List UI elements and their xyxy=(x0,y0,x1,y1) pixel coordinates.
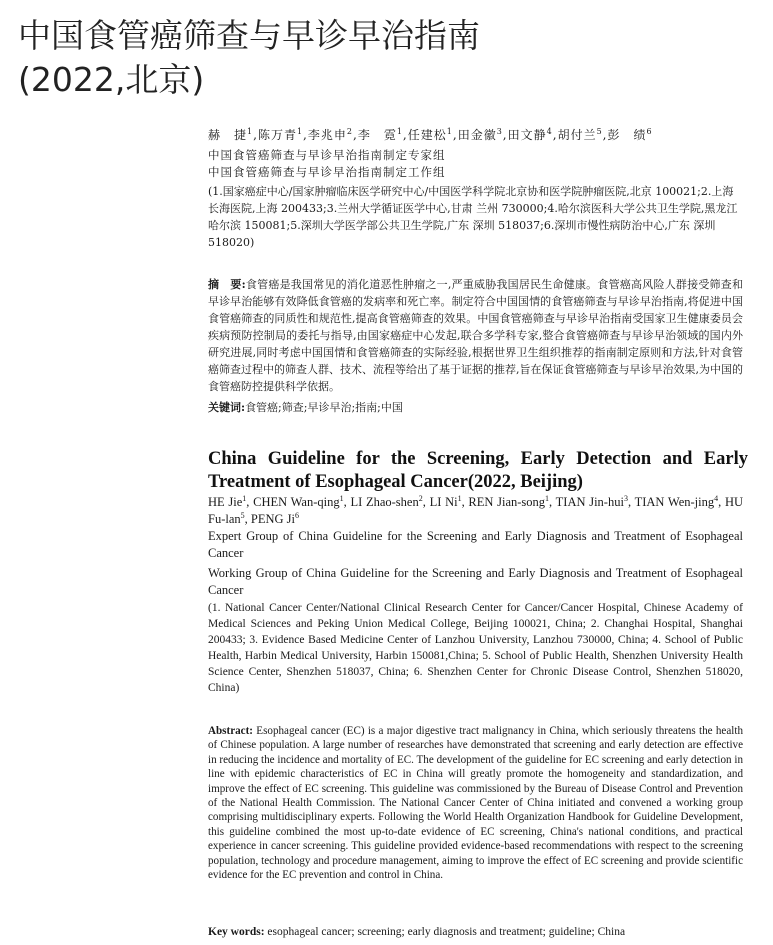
keywords-chinese-text: 食管癌;筛查;早诊早治;指南;中国 xyxy=(245,401,403,414)
keywords-chinese-label: 关键词: xyxy=(208,401,246,414)
abstract-chinese-label: 摘 要: xyxy=(208,278,246,291)
affiliations-english: (1. National Cancer Center/National Clinical Research Center for Cancer/Cancer Hospital, Chinese Academy of Medical Sciences and Peking Union Medical College, Beijing 100021, China; 2. Changhai Hospital, Shanghai 200433; 3. Evidence Based Medicine Center of Lanzhou University, Lanzhou 730000, China; 4. School of Public Health, Harbin Medical University, Harbin 150081,China; 5. School of Public Health, Shenzhen University Health Science Center, Shenzhen 518037, China; 6. Shenzhen Center for Chronic Disease Control, Shenzhen 518020, China) xyxy=(208,602,743,694)
author-en: REN Jian-song$^1$ xyxy=(468,493,550,509)
author-cn: 田金徽$^3$ xyxy=(457,127,503,142)
title-english: China Guideline for the Screening, Early Detection and Early Treatment of Esophageal Cancer(2022, Beijing) xyxy=(208,449,748,492)
author-cn: 田文静$^4$ xyxy=(507,127,553,142)
author-cn: 李兆申$^2$ xyxy=(307,127,353,142)
author-cn: 任建松$^1$ xyxy=(407,127,453,142)
author-en: CHEN Wan-qing$^1$ xyxy=(253,493,344,509)
author-en: PENG Ji$^6$ xyxy=(250,510,299,526)
author-en: TIAN Jin-hui$^3$ xyxy=(555,493,628,509)
abstract-chinese xyxy=(208,276,743,395)
abstract-english-label: Abstract: xyxy=(208,725,253,737)
keywords-chinese xyxy=(208,400,743,416)
abstract-english xyxy=(208,724,743,882)
author-cn: 赫 捷$^1$ xyxy=(208,127,254,142)
title-chinese xyxy=(18,14,578,102)
keywords-english xyxy=(208,925,743,940)
author-cn: 李 霓$^1$ xyxy=(357,127,403,142)
author-en: LI Zhao-shen$^2$ xyxy=(350,493,423,509)
author-en: HU Fu-lan$^5$ xyxy=(208,495,744,526)
keywords-english-label: Key words: xyxy=(208,926,265,938)
keywords-english-text: esophageal cancer; screening; early diagnosis and treatment; guideline; China xyxy=(267,926,626,938)
title-chinese-line1: 中国食管癌筛查与早诊早治指南 xyxy=(18,16,480,55)
author-en: TIAN Wen-jing$^4$ xyxy=(634,493,719,509)
author-cn: 陈万青$^1$ xyxy=(257,127,304,142)
author-en: LI Ni$^1$ xyxy=(429,493,462,509)
title-chinese-line2: (2022,北京) xyxy=(18,60,205,99)
expert-group-chinese: 中国食管癌筛查与早诊早治指南制定专家组 xyxy=(208,148,446,162)
author-en: HE Jie$^1$ xyxy=(208,493,247,509)
author-cn: 彭 绩$^6$ xyxy=(607,127,653,142)
author-list-chinese: 赫 捷$^1$,陈万青$^1$,李兆申$^2$,李 霓$^1$,任建松$^1$,田金徽$^3$,田文静$^4$,胡付兰$^5$,彭 绩$^6$ xyxy=(208,127,653,142)
author-cn: 胡付兰$^5$ xyxy=(557,127,603,142)
affiliations-chinese: (1.国家癌症中心/国家肿瘤临床医学研究中心/中国医学科学院北京协和医学院肿瘤医院,北京 100021;2.上海长海医院,上海 200433;3.兰州大学循证医学中心,甘肃 兰州 730000;4.哈尔滨医科大学公共卫生学院,黑龙江 哈尔滨 150081;5.深圳大学医学部公共卫生学院,广东 深圳 518037;6.深圳市慢性病防治中心,广东 深圳 518020) xyxy=(208,185,738,249)
author-list-english: HE Jie$^1$, CHEN Wan-qing$^1$, LI Zhao-shen$^2$, LI Ni$^1$, REN Jian-song$^1$, TIAN Jin-hui$^3$, TIAN Wen-jing$^4$, HU Fu-lan$^5$, PENG Ji$^6$ xyxy=(208,493,744,526)
working-group-english: Working Group of China Guideline for the Screening and Early Diagnosis and Treatment of Esophageal Cancer xyxy=(208,566,743,597)
expert-group-english: Expert Group of China Guideline for the Screening and Early Diagnosis and Treatment of Esophageal Cancer xyxy=(208,529,743,560)
abstract-english-text: Esophageal cancer (EC) is a major digestive tract malignancy in China, which seriously threatens the health of Chinese population. A large number of researches have demonstrated that screening and early detection are effective in reducing the incidence and mortality of EC. The development of the guideline for EC screening and early detection in line with epidemic characteristics of EC in China will greatly promote the homogeneity and standardization, and improve the effect of EC screening. This guideline was commissioned by the Bureau of Disease Control and Prevention of the National Health Commission. The National Cancer Center of China initiated and convened a working group comprising multidisciplinary experts. Following the World Health Organization Handbook for Guideline Development, this guideline combined the most up-to-date evidence of EC screening, China's national conditions, and practical experience in cancer screening. This guideline provided evidence-based recommendations with respect to the screening population, technology and procedure management, aiming to improve the effect of EC screening and provide scientific evidence for the EC prevention and control in China. xyxy=(208,725,743,882)
abstract-chinese-text: 食管癌是我国常见的消化道恶性肿瘤之一,严重威胁我国居民生命健康。食管癌高风险人群接受筛查和早诊早治能够有效降低食管癌的发病率和死亡率。制定符合中国国情的食管癌筛查与早诊早治指南,将促进中国食管癌筛查的同质性和规范性,提高食管癌筛查的效果。中国食管癌筛查与早诊早治指南受国家卫生健康委员会疾病预防控制局的委托与指导,由国家癌症中心发起,联合多学科专家,整合食管癌筛查与早诊早治领域的国内外研究进展,同时考虑中国国情和食管癌筛查的实际经验,根据世界卫生组织推荐的指南制定原则和方法,针对食管癌筛查过程中的筛查人群、技术、流程等给出了基于证据的推荐,旨在保证食管癌筛查与早诊早治效果,为中国的食管癌防控提供科学依据。 xyxy=(208,278,743,393)
working-group-chinese: 中国食管癌筛查与早诊早治指南制定工作组 xyxy=(208,165,446,179)
